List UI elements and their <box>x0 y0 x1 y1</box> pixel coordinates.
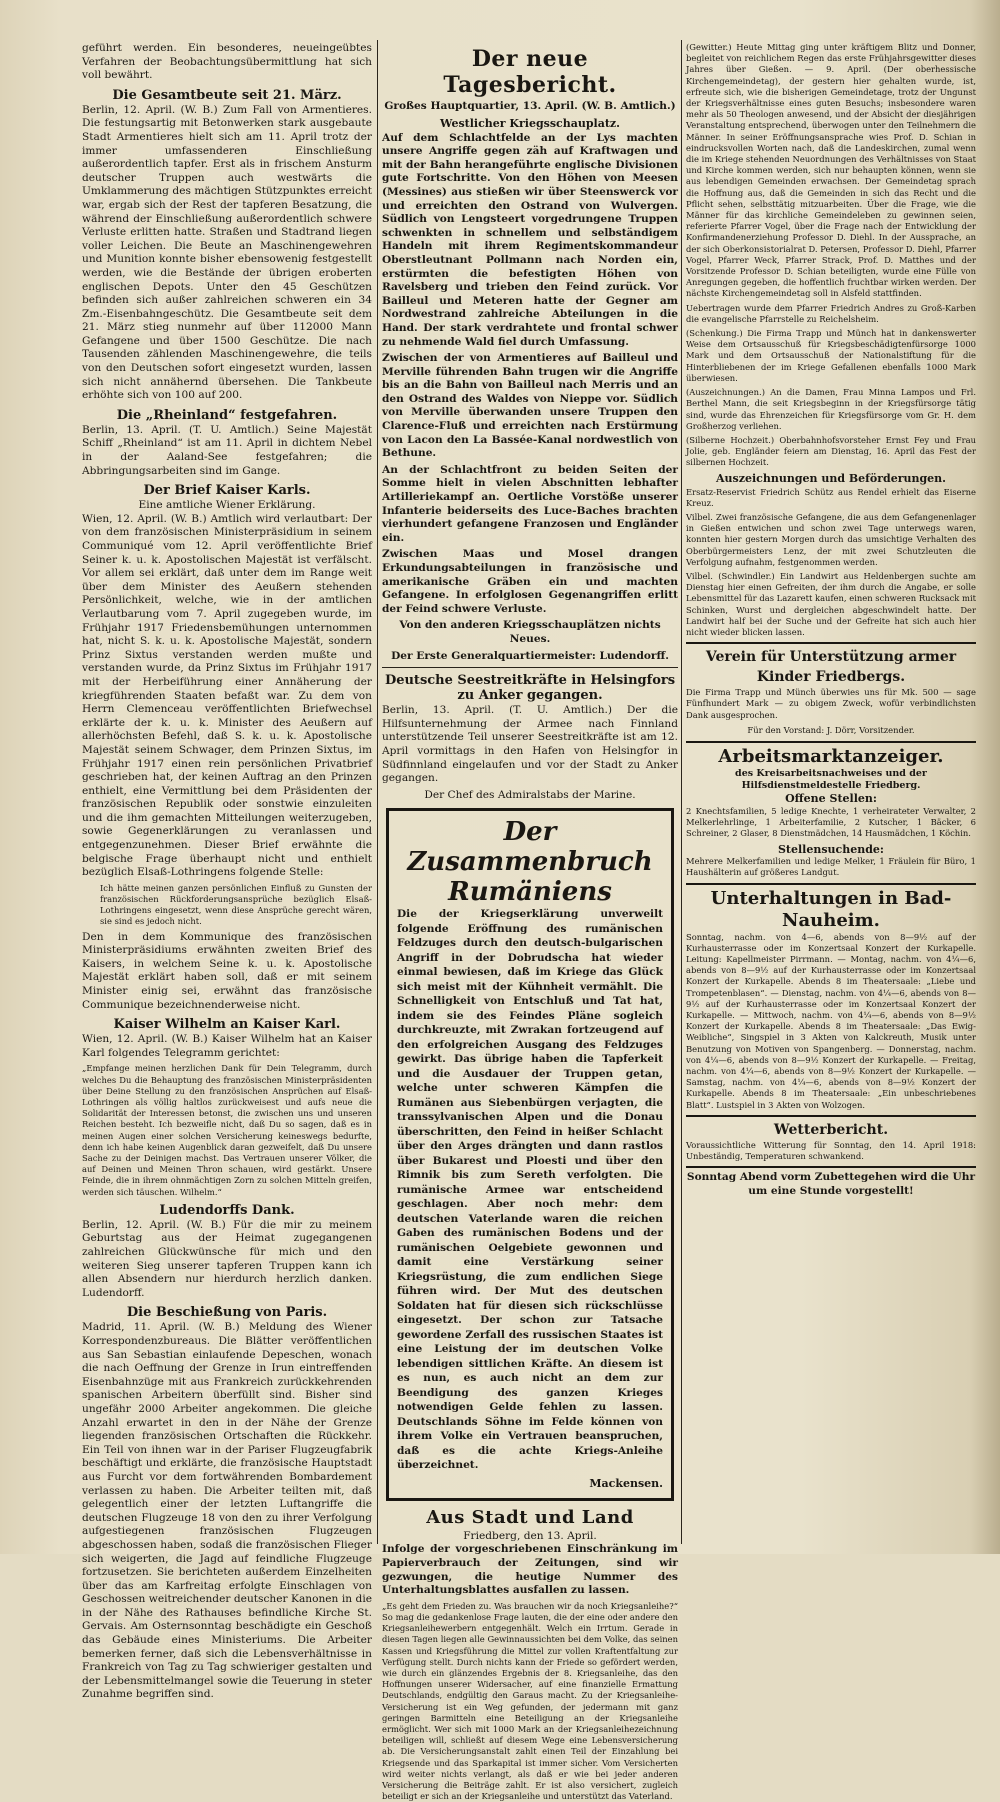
weather-report <box>686 1115 976 1162</box>
report-paragraph: Zwischen der von Armentieres auf Bailleul und Merville führenden Bahn trugen wir die Angriffe bis an die Bahn von Bailleul nach Merris und an den Ostrand des Waldes von Nieppe vor. Südlich von Merville überwanden unsere Truppen den Clarence-Fluß und erreichten nach Erstürmung von Lacon den La Bassée-Kanal nordwestlich von Bethune. <box>382 352 678 460</box>
vilbel-report: Vilbel. Zwei französische Gefangene, die aus dem Gefangenenlager in Gießen entwichen und schon zwei Tage unterwegs waren, konnten hier gestern Morgen durch das umsichtige Verhalten des Oberbürgermeisters Lenz, der mit zwei Schutzleuten die Verfolgung aufnahm, festgenommen werden. <box>686 511 976 567</box>
report-paragraph: Zwischen Maas und Mosel drangen Erkundungsabteilungen in französische und amerikanische Gräben ein und machten Gefangene. In erfolglosen Gegenangriffen erlitt der Feind schwere Verluste. <box>382 548 678 615</box>
labor-market-subtitle: des Kreisarbeitsnachweises und der Hilfsdienstmeldestelle Friedberg. <box>735 768 927 792</box>
section-body: Wien, 12. April. (W. B.) Amtlich wird verlautbart: Der von dem französischen Ministerpräsidium in seinem Communiqué vom 12. April veröffentlichte Brief Seiner k. u. k. Apostolischen Majestät ist verfälscht. Vor allem sei erklärt, daß unter dem im Range weit über dem Minister des Aeußern stehenden Persönlichkeit, welche, wie in der amtlichen Verlautbarung vom 7. April zugegeben wurde, im Frühjahr 1917 Friedensbemühungen unternommen hat, nicht S. k. u. k. Apostolische Majestät, sondern Prinz Sixtus verstanden werden mußte und verstanden wurde, da Prinz Sixtus im Frühjahr 1917 mit der Herbeiführung einer Annäherung der kriegführenden Staaten befaßt war. Zu dem von Herrn Clemenceau veröffentlichten Briefwechsel erklärte der k. u. k. Minister des Aeußern auf allerhöchsten Befehl, daß S. k. u. k. Apostolische Majestät seinem Schwager, dem Prinzen Sixtus, im Frühjahr 1917 einen rein persönlichen Privatbrief geschrieben hat, der keinen Auftrag an den Prinzen enthielt, eine Vermittlung bei dem Präsidenten der französischen Republik oder sonstwie einzuleiten und die ihm gemachten Mitteilungen weiterzugeben, sowie Gegenerklärungen zu veranlassen und entgegenzunehmen. Dieser Brief erwähnte die belgische Frage überhaupt nicht und enthielt bezüglich Elsaß-Lothringens folgende Stelle: <box>82 512 372 879</box>
local-report: (Gewitter.) Heute Mittag ging unter kräftigem Blitz und Donner, begleitet von reichlichem Regen das erste Frühjahrsgewitter dieses Jahres über Gießen. — 9. April. (Der oberhessische Kirchengemeindetag), der gestern hier gehalten wurde, ist, erfreute sich, wie die bisherigen Gemeindetage, trotz der Ungunst der Kriegsverhältnisse eines guten Besuchs; insbesondere waren mehr als 50 Theologen anwesend, und der Absicht der diesjährigen Veranstaltung entsprechend, überwogen unter den Teilnehmern die Männer. In seiner Eröffnungsansprache wies Prof. D. Schian in eindrucksvollen Worten nach, daß die Landeskirchen, zumal wenn die im Kriege stehenden Neuordnungen des Verhältnisses von Staat und Kirche kommen werden, sich nur behaupten können, wenn sie aus lebendigen Gemeinden erwachsen. Der Gemeindetag sprach die Hoffnung aus, daß die Gemeinden in sich das Recht und die Pflicht sehen, selbsttätig mitzuarbeiten. Über die Frage, wie die Männer für das kirchliche Gemeindeleben zu gewinnen seien, referierte Pfarrer Vogel, über die Frage nach der Entwicklung der Konfirmandenerziehung Professor D. Diehl. In der Aussprache, an der sich Oberkonsistorialrat D. Petersen, Professor D. Diehl, Pfarrer Vogel, Pfarrer Weck, Pfarrer Strack, Prof. D. Matthes und der Vorsitzende Professor D. Schian beteiligten, wurde eine Fülle von Anregungen gegeben, die hoffentlich fruchtbar wirken werden. Der nächste Kirchengemeindetag soll in Alsfeld stattfinden. <box>686 42 977 299</box>
job-seekers-body: Mehrere Melkerfamilien und ledige Melker, 1 Fräulein für Büro, 1 Haushälterin auf größeres Landgut. <box>686 856 976 878</box>
verein-body: Die Firma Trapp und Münch überwies uns für Mk. 500 — sage Fünfhundert Mark — zu obigem Zweck, wofür verbindlichsten Dank ausgesprochen. <box>686 687 976 720</box>
verein-title: Verein für Unterstützung armer Kinder Friedbergs. <box>705 649 957 686</box>
vilbel-report: Vilbel. (Schwindler.) Ein Landwirt aus Heldenbergen suchte am Dienstag hier einen Gefreiten, der ihm durch die Angabe, er solle Lebensmittel für das Lazarett kaufen, einen schweren Rucksack mit Schinken, Wurst und dergleichen abgeschwindelt hatte. Der Landwirt half bei der Suche und der Gefreite hat sich auch hier nicht wieder blicken lassen. <box>686 570 976 637</box>
section-body: Madrid, 11. April. (W. B.) Meldung des Wiener Korrespondenzbureaus. Die Blätter veröffentlichen aus San Sebastian einlaufende Depeschen, wonach die nach Oeffnung der Grenze in Irun eintreffenden Eisenbahnzüge mit aus Frankreich zurückkehrenden spanischen Arbeitern überfüllt sind. Bisher sind ungefähr 2000 Arbeiter angekommen. Die gleiche Anzahl erwartet in den in der Nähe der Grenze liegenden französischen Ortschaften die Rückkehr. Ein Teil von ihnen war in der Pariser Flugzeugfabrik beschäftigt und erklärte, die französische Hauptstadt aus Furcht vor dem fortwährenden Bombardement verlassen zu haben. Die Arbeiter teilten mit, daß gelegentlich einer der letzten Luftangriffe die deutschen Flugzeuge 18 von den zu ihrer Verfolgung aufgestiegenen französischen Flugzeugen abgeschossen haben, sodaß die französischen Flieger sich weigerten, die Jagd auf feindliche Flugzeuge fortzusetzen. Sie berichteten außerdem Einzelheiten über das am Karfreitag erfolgte Einschlagen von Geschossen weitreichender deutscher Kanonen in die in der Nähe des Rathauses befindliche Kirche St. Gervais. Am Osternsonntag beschädigte ein Geschoß das Gebäude eines Ministeriums. Die Arbeiter bemerken ferner, daß sich die Lebensverhältnisse in Frankreich von Tag zu Tag schwieriger gestalten und der Lebensmittelmangel sowie die Teuerung in steter Zunahme begriffen sind. <box>82 1321 372 1701</box>
navy-body: Berlin, 13. April. (T. U. Amtlich.) Der die Hilfsunternehmung der Armee nach Finnland unterstützende Teil unserer Seestreitkräfte ist am 12. April vormittags in den Hafen von Helsingfor in Südfinnland eingelaufen und vor der Stadt zu Anker gegangen. <box>382 704 678 785</box>
report-paragraph: Von den anderen Kriegsschauplätzen nichts Neues. <box>399 619 661 645</box>
job-seekers-title: Stellensuchende: <box>777 842 884 856</box>
section-title: Der Brief Kaiser Karls. <box>143 483 311 499</box>
verein-signoff: Für den Vorstand: J. Dörr, Vorsitzender. <box>747 724 915 735</box>
column-right <box>686 42 976 1546</box>
weather-body: Voraussichtliche Witterung für Sonntag, den 14. April 1918: Unbeständig, Temperaturen schwankend. <box>686 1139 976 1162</box>
section-body: Berlin, 13. April. (T. U. Amtlich.) Seine Majestät Schiff „Rheinland“ ist am 11. April in dichtem Nebel in der Aaland-See festgefahren; die Abbringungsarbeiten sind im Gange. <box>82 423 372 477</box>
section-quote: „Empfange meinen herzlichen Dank für Dein Telegramm, durch welches Du die Behauptung des französischen Ministerpräsidenten über Deine Stellung zu den französischen Ansprüchen auf Elsaß-Lothringen als völlig haltlos zurückweisest und aufs neue die Solidarität der Interessen betonst, die zwischen uns und unseren Reichen besteht. Ich bezweifle nicht, daß Du so sagen, daß es in meinen Augen einer solchen Versicherung keineswegs bedurfte, denn ich habe keinen Augenblick daran gezweifelt, daß Du unsere Sache zu der Deinigen machst. Das Vertrauen unserer Völker, die auf Deinen und Meinen Thron schauen, wird gestärkt. Unsere Feinde, die in ihrem ohnmächtigen Zorn zu solchen Mitteln greifen, werden sich täuschen. Wilhelm.“ <box>82 1063 372 1197</box>
divider <box>382 667 678 668</box>
hq-dateline: Großes Hauptquartier, 13. April. (W. B. Amtlich.) <box>384 100 676 112</box>
box-body: Die der Kriegserklärung unverweilt folgende Eröffnung des rumänischen Feldzuges durch den deutsch-bulgarischen Angriff in der Dobrudscha hat wieder einmal bewiesen, daß im Kriege das Glück sich meist mit der Kühnheit vermählt. Die Schnelligkeit von Entschluß und Tat hat, indem sie des Feindes Pläne sogleich durchkreuzte, mit Zwrakan fortzeugend auf den erfolgreichen Ausgang des Feldzuges gewirkt. Das übrige haben die Tapferkeit und die Ausdauer der Truppen getan, welche unter schweren Kämpfen die Rumänen aus Siebenbürgen verjagten, die transsylvanischen Alpen und die Donau überschritten, den Feind in heißer Schlacht über den Arges drängten und dann rastlos über Bukarest und Ploesti und über den Rimnik bis zum Sereth verfolgten. Die rumänische Armee war entscheidend geschlagen. Aber noch mehr: dem deutschen Vaterlande waren die reichen Gaben des rumänischen Bodens und der rumänischen Oelgebiete gewonnen und damit eine Verstärkung seiner Kriegsrüstung, die zum endlichen Siege führen wird. Der Mut des deutschen Soldaten hat für diesen sich rückschlüsse eingesetzt. Der schon zur Tatsache gewordene Zerfall des russischen Staates ist eine Leistung der im deutschen Volke lebendigen sittlichen Kräfte. An diesem ist es nun, es auch nicht an dem zur Beendigung des ganzen Krieges notwendigen Gelde fehlen zu lassen. Deutschlands Söhne im Felde können von ihrem Volke ein Vertrauen beanspruchen, daß es die achte Kriegs-Anleihe überzeichnet. <box>397 908 663 1472</box>
intro-paragraph: geführt werden. Ein besonderes, neueingeübtes Verfahren der Beobachtungsübermittlung hat sich voll bewährt. <box>82 42 372 82</box>
entertainment-ad <box>686 883 976 1111</box>
awards-body: Ersatz-Reservist Friedrich Schütz aus Rendel erhielt das Eiserne Kreuz. <box>686 486 976 508</box>
local-news-title: Aus Stadt und Land <box>426 1506 634 1528</box>
box-title-line2: Rumäniens <box>448 877 612 908</box>
entertainment-title: Unterhaltungen in Bad-Nauheim. <box>710 887 952 931</box>
clock-notice <box>686 1166 976 1198</box>
section-subtitle: Eine amtliche Wiener Erklärung. <box>138 499 316 512</box>
war-loan-box <box>386 808 674 1501</box>
west-front-title: Westlicher Kriegsschauplatz. <box>440 116 620 130</box>
section-body: Wien, 12. April. (W. B.) Kaiser Wilhelm hat an Kaiser Karl folgendes Telegramm gerichtet: <box>82 1033 372 1059</box>
verein-ad <box>686 642 976 737</box>
clock-notice-text: Sonntag Abend vorm Zubettegehen wird die Uhr um eine Stunde vorgestellt! <box>686 1171 976 1197</box>
labor-market-ad <box>686 741 976 878</box>
section-title: Ludendorffs Dank. <box>159 1202 295 1218</box>
daily-report-title: Der neue Tagesbericht. <box>443 46 617 98</box>
column-rule <box>681 40 682 1544</box>
open-positions-body: 2 Knechtsfamilien, 5 ledige Knechte, 1 verheirateter Verwalter, 2 Melkerlehrlinge, 1 Arbeiterfamilie, 2 Kutscher, 1 Bäcker, 6 Schreiner, 2 Glaser, 8 Dienstmädchen, 14 Hausmädchen, 1 Köchin. <box>686 805 976 839</box>
report-paragraph: Auf dem Schlachtfelde an der Lys machten unsere Angriffe gegen zäh auf Kraftwagen und mit der Bahn herangeführte englische Divisionen gute Fortschritte. Von den Höhen von Meesen (Messines) aus stießen wir über Steenswerck vor und erreichten den Ostrand von Wulvergen. Südlich von Lengsteert vorgedrungene Truppen schwenkten in schnellem und selbständigem Handeln mit ihrem Regimentskommandeur Oberstleutnant Pollmann nach Norden ein, erstürmten die befestigten Höhen von Ravelsberg und trieben den Feind zurück. Vor Bailleul und Meteren hatte der Gegner am Nordwestrand zahlreiche Abteilungen in die Hand. Der stark verdrahtete und frontal schwer zu nehmende Wald fiel durch Umfassung. <box>382 131 678 348</box>
report-signoff: Der Erste Generalquartiermeister: Ludendorff. <box>391 649 669 662</box>
column-left <box>82 42 372 1701</box>
local-intro: Infolge der vorgeschriebenen Einschränkung im Papierverbrauch der Zeitungen, sind wir gezwungen, die heutige Nummer des Unterhaltungsblattes ausfallen zu lassen. <box>382 1543 678 1597</box>
section-body: Den in dem Kommunique des französischen Ministerpräsidiums erwähnten zweiten Brief des Kaisers, in welchem Seine k. u. k. Apostolische Majestät erklärt haben soll, daß er mit seinem Minister einig sei, erwähnt das französische Communique bezeichnenderweise nicht. <box>82 930 372 1011</box>
column-rule <box>377 40 378 1544</box>
navy-signoff: Der Chef des Admiralstabs der Marine. <box>424 788 636 801</box>
local-report: (Schenkung.) Die Firma Trapp und Münch hat in dankenswerter Weise dem Ortsausschuß für Kriegsbeschädigtenfürsorge 1000 Mark und dem Ortsausschuß der Nationalstiftung für die Hinterbliebenen der im Kriege Gefallenen ebenfalls 1000 Mark überwiesen. <box>686 328 976 383</box>
entertainment-body: Sonntag, nachm. von 4—6, abends von 8—9½ auf der Kurhausterrasse oder im Konzertsaal Konzert der Kurkapelle. Leitung: Kapellmeister Pirrmann. — Montag, nachm. von 4¼—6, abends von 8—9½ auf der Kurhausterrasse oder im Konzertsaal Konzert der Kurkapelle. Abends 8 im Theatersaale: „Liebe und Trompetenblasen“. — Dienstag, nachm. von 4¼—6, abends von 8—9½ auf der Kurhausterrasse oder im Konzertsaal Konzert der Kurkapelle. — Mittwoch, nachm. von 4¼—6, abends von 8—9½ Konzert der Kurkapelle. Abends 8 im Theatersaale: „Das Ewig-Weibliche“, Singspiel in 3 Akten von Kalckreuth, Musik unter Benutzung von Motiven von Spangenberg. — Donnerstag, nachm. von 4¼—6, abends von 8—9½ Konzert der Kurkapelle. — Freitag, nachm. von 4¼—6, abends von 8—9½ Konzert der Kurkapelle. — Samstag, nachm. von 4¼—6, abends von 8—9½ Konzert der Kurkapelle. Abends 8 im Theatersaale: „Ein unbeschriebenes Blatt“. Lustspiel in 3 Akten von Wolzogen. <box>686 931 976 1110</box>
local-article: „Es geht dem Frieden zu. Was brauchen wir da noch Kriegsanleihe?“ So mag die gedankenlose Frage lauten, die der eine oder andere den Kriegsanleihewerbern entgegenhält. Welch ein Irrtum. Gerade in diesen Tagen liegen alle Gewinnaussichten bei dem Volke, das seinen Kassen und Kriegsführung die Mittel zur vollen Kraftentfaltung zur Verfügung stellt. Durch nichts kann der Friede so gefördert werden, wie durch ein glänzendes Ergebnis der 8. Kriegsanleihe, das den Hoffnungen unserer Widersacher, auf eine finanzielle Ermattung Deutschlands, endgültig den Garaus macht. Zu der Kriegsanleihe-Versicherung ist ein Weg gefunden, der jedermann mit ganz geringen Barmitteln eine Beteiligung an der Kriegsanleihe ermöglicht. Wer sich mit 1000 Mark an der Kriegsanleihezeichnung beteiligen will, schließt auf diesem Wege eine Lebensversicherung ab. Die Versicherungsanstalt zahlt einen Teil der Einzahlung bei Kriegsende und das Sparkapital ist immer sicher. Vom Versicherten wird weiter nichts verlangt, als daß er wie bei jeder anderen Versicherung die Beiträge zahlt. Er ist also versichert, zugleich beteiligt er sich an der Kriegsanleihe und unterstützt das Vaterland. <box>382 1600 678 1802</box>
section-quote: Ich hätte meinen ganzen persönlichen Einfluß zu Gunsten der französischen Rückforderungsansprüche bezüglich Elsaß-Lothringens eingesetzt, wenn diese Ansprüche gerecht wären, sie sind es jedoch nicht. <box>100 882 372 927</box>
section-body: Berlin, 12. April. (W. B.) Für die mir zu meinem Geburtstag aus der Heimat zugegangenen zahlreichen Glückwünsche für mich und den weiteren Sieg unserer tapferen Truppen kann ich allen Absendern nur hierdurch herzlich danken. Ludendorff. <box>82 1218 372 1299</box>
local-dateline: Friedberg, den 13. April. <box>463 1529 597 1542</box>
weather-title: Wetterbericht. <box>773 1121 889 1138</box>
section-title: Die Beschießung von Paris. <box>126 1305 328 1321</box>
section-title: Die „Rheinland“ festgefahren. <box>116 407 338 423</box>
local-report: Uebertragen wurde dem Pfarrer Friedrich Andres zu Groß-Karben die evangelische Pfarrstelle zu Reichelsheim. <box>686 302 976 324</box>
section-title: Die Gesamtbeute seit 21. März. <box>112 87 342 103</box>
box-title-line1: Der Zusammenbruch <box>407 817 653 878</box>
section-title: Kaiser Wilhelm an Kaiser Karl. <box>113 1017 341 1033</box>
box-signature: Mackensen. <box>589 1476 663 1490</box>
navy-title: Deutsche Seestreitkräfte in Helsingfors zu Anker gegangen. <box>384 673 676 704</box>
local-report: (Auszeichnungen.) An die Damen, Frau Minna Lampos und Frl. Berthel Mann, die seit Kriegsbeginn in der Kriegsfürsorge tätig sind, wurde das Ehrenzeichen für Kriegsfürsorge vom Gr. H. dem Großherzog verliehen. <box>686 387 976 431</box>
column-middle <box>382 42 678 1802</box>
open-positions-title: Offene Stellen: <box>785 792 877 806</box>
report-paragraph: An der Schlachtfront zu beiden Seiten der Somme hielt in vielen Abschnitten lebhafter Artilleriekampf an. Oertliche Vorstöße unserer Infanterie beiderseits des Luce-Baches brachten vierhundert gefangene Franzosen und Engländer ein. <box>382 463 678 544</box>
labor-market-title: Arbeitsmarktanzeiger. <box>718 746 944 768</box>
local-report: (Silberne Hochzeit.) Oberbahnhofsvorsteher Ernst Fey und Frau Jolie, geb. Engländer feiern am Dienstag, 16. April das Fest der silbernen Hochzeit. <box>686 434 976 468</box>
section-body: Berlin, 12. April. (W. B.) Zum Fall von Armentieres. Die festungsartig mit Betonwerken stark ausgebaute Stadt Armentieres hielt sich am 11. April trotz der immer umfassenderen Einschließung außerordentlich tapfer. Erst als in frischem Ansturm deutscher Truppen auch westwärts die Umklammerung des mächtigen Stützpunktes erreicht war, ergab sich der Rest der tapferen Besatzung, die während der Einschließung außerordentlich schwere Verluste erlitten hatte. Straßen und Stadtrand liegen voller Leichen. Die Beute an Maschinengewehren und Munition konnte bisher ebensowenig festgestellt werden, wie die Bestände der übrigen eroberten englischen Depots. Unter den 45 Geschützen befinden sich außer zahlreichen schweren ein 34 Zm.-Eisenbahngeschütz. Die Gesamtbeute seit dem 21. März stieg nunmehr auf über 112000 Mann Gefangene und über 1500 Geschütze. Die nach Tausenden zählenden Maschinengewehre, die teils von den Deutschen sofort eingesetzt wurden, lassen sich nicht annähernd übersehen. Die Tankbeute erhöhte sich von 100 auf 200. <box>82 103 372 402</box>
awards-title: Auszeichnungen und Beförderungen. <box>715 471 947 485</box>
